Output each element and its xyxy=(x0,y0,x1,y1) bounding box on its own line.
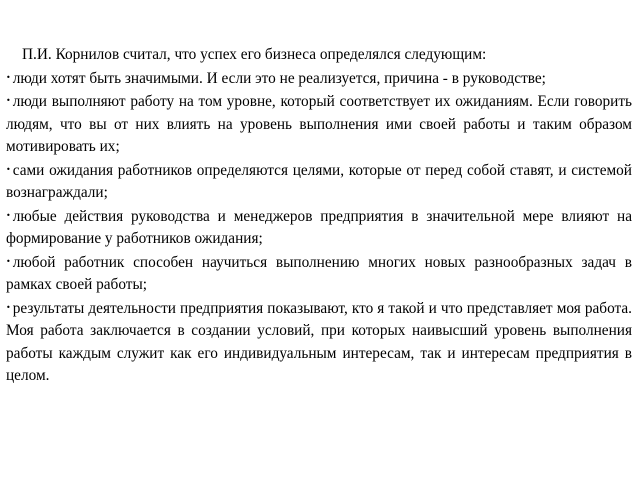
bullet-item-2 xyxy=(6,90,632,159)
bullet-icon: • xyxy=(6,302,11,312)
bullet-icon: • xyxy=(6,210,11,220)
bullet-text: сами ожидания работников определяются целями, которые от перед собой ставят, и системой вознаграждали; xyxy=(6,161,632,201)
bullet-icon: • xyxy=(6,164,11,174)
bullet-item-4 xyxy=(6,205,632,251)
bullet-list xyxy=(6,67,632,388)
bullet-icon: • xyxy=(6,256,11,266)
bullet-item-1 xyxy=(6,67,632,91)
text-block xyxy=(6,44,632,388)
intro-text: П.И. Корнилов считал, что успех его бизнеса определялся следующим: xyxy=(22,46,487,63)
bullet-text: люди хотят быть значимыми. И если это не реализуется, причина - в руководстве; xyxy=(12,69,546,87)
bullet-item-3 xyxy=(6,159,632,205)
bullet-item-5 xyxy=(6,251,632,297)
bullet-text: любые действия руководства и менеджеров предприятия в значительной мере влияют на формирование у работников ожидания; xyxy=(6,207,632,247)
bullet-text: любой работник способен научиться выполнению многих новых разнообразных задач в рамках своей работы; xyxy=(6,253,632,293)
bullet-icon: • xyxy=(6,72,11,82)
bullet-icon: • xyxy=(6,96,11,105)
bullet-text: люди выполняют работу на том уровне, который соответствует их ожиданиям. Если говорить людям, что вы от них влиять на уровень выполнения ими своей работы и таким образом мотивировать их; xyxy=(6,93,632,155)
bullet-text: результаты деятельности предприятия показывают, кто я такой и что представляет моя работа. Моя работа заключается в создании условий, при которых наивысший уровень выполнения работы каждым служит как его индивидуальным интересам, так и интересам предприятия в целом. xyxy=(6,299,632,384)
bullet-item-6 xyxy=(6,297,632,388)
